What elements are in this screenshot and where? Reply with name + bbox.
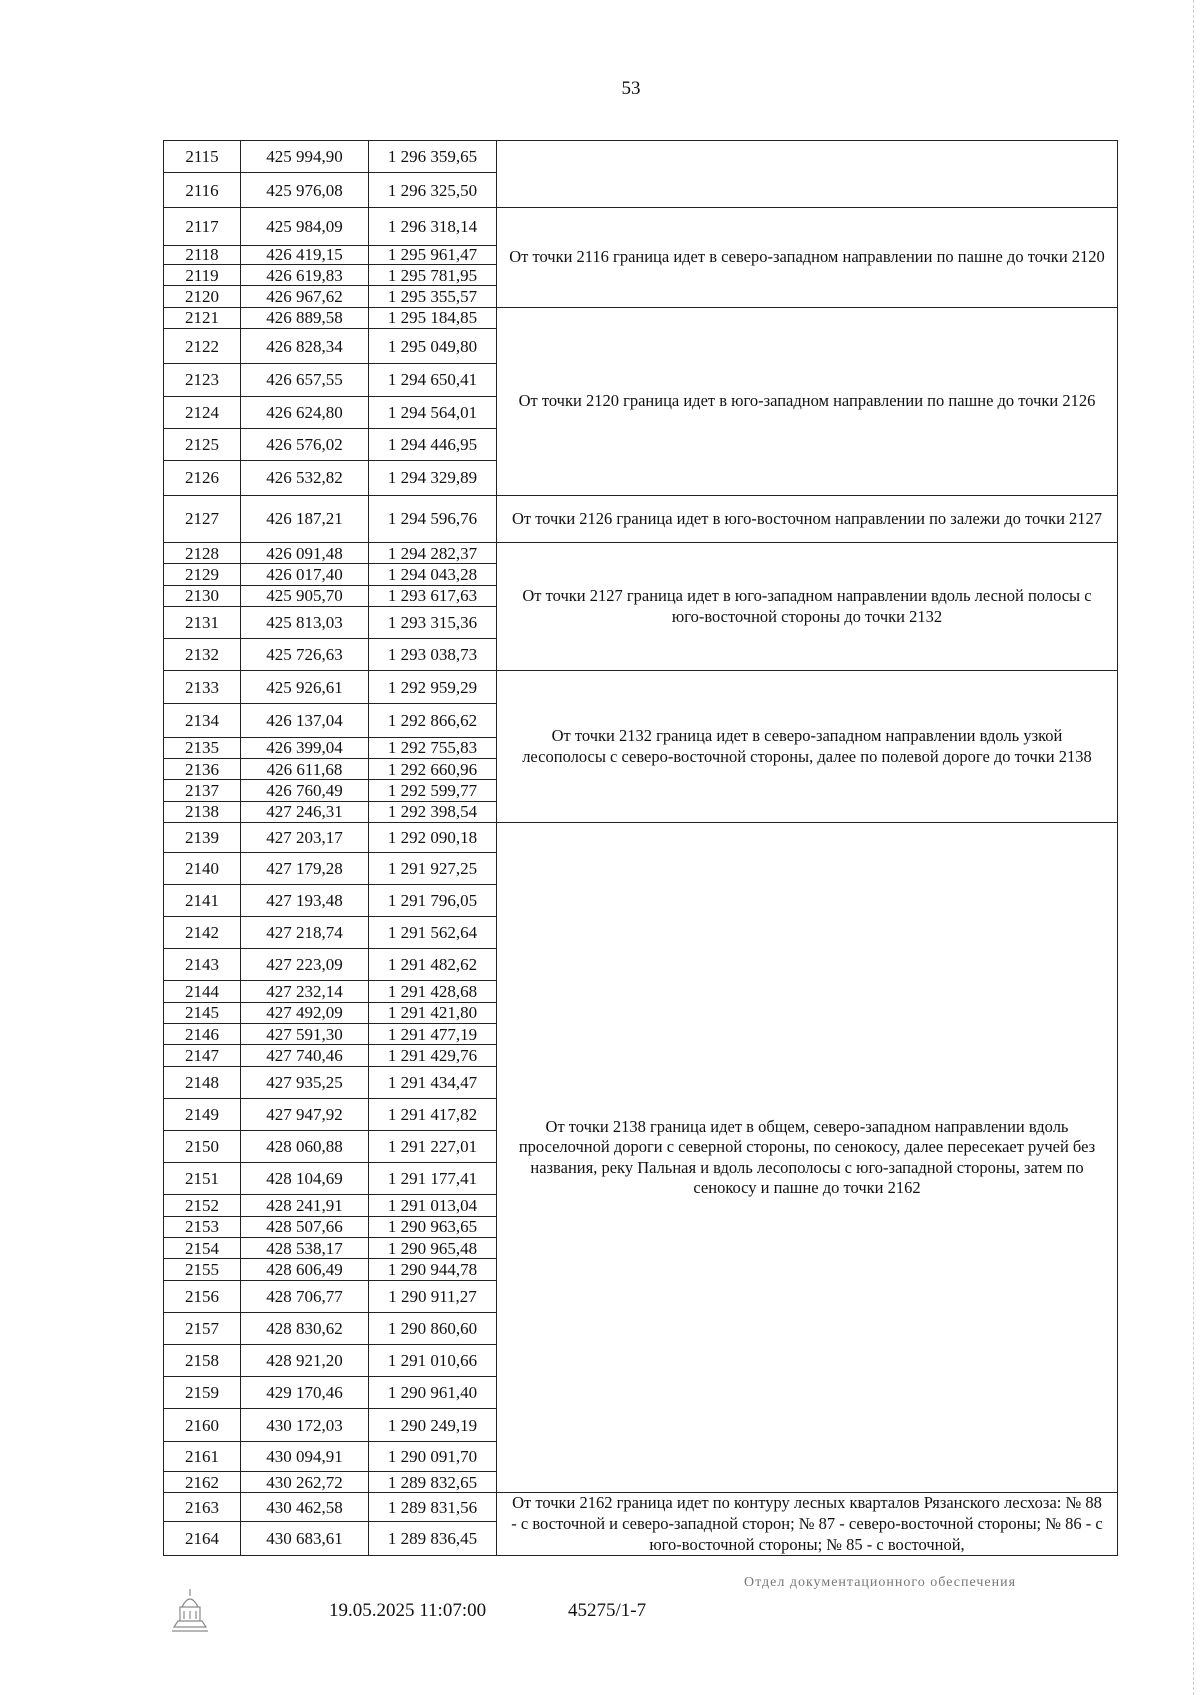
x-coordinate-cell: 426 828,34 [241, 329, 369, 364]
point-number-cell: 2137 [164, 780, 241, 801]
y-coordinate-cell: 1 295 781,95 [369, 265, 497, 286]
point-number-cell: 2154 [164, 1237, 241, 1258]
table-row [164, 1493, 1118, 1522]
y-coordinate-cell: 1 292 866,62 [369, 704, 497, 737]
point-number-cell: 2158 [164, 1344, 241, 1376]
boundary-description-cell: От точки 2138 граница идет в общем, северо-западном направлении вдоль проселочной дороги с северной стороны, по сенокосу, далее пересекает ручей без названия, реку Пальная и вдоль лесополосы с юго-западной стороны, затем по сенокосу и пашне до точки 2162 [497, 823, 1118, 1493]
point-number-cell: 2132 [164, 639, 241, 671]
x-coordinate-cell: 430 172,03 [241, 1408, 369, 1441]
y-coordinate-cell: 1 291 927,25 [369, 853, 497, 885]
y-coordinate-cell: 1 291 434,47 [369, 1066, 497, 1098]
y-coordinate-cell: 1 294 446,95 [369, 428, 497, 460]
x-coordinate-cell: 425 905,70 [241, 585, 369, 606]
y-coordinate-cell: 1 290 965,48 [369, 1237, 497, 1258]
x-coordinate-cell: 426 967,62 [241, 286, 369, 307]
boundary-description-cell [497, 141, 1118, 208]
x-coordinate-cell: 427 246,31 [241, 801, 369, 822]
point-number-cell: 2160 [164, 1408, 241, 1441]
x-coordinate-cell: 426 532,82 [241, 460, 369, 495]
point-number-cell: 2116 [164, 173, 241, 208]
x-coordinate-cell: 427 203,17 [241, 823, 369, 853]
y-coordinate-cell: 1 295 184,85 [369, 307, 497, 328]
point-number-cell: 2124 [164, 396, 241, 428]
y-coordinate-cell: 1 290 249,19 [369, 1408, 497, 1441]
y-coordinate-cell: 1 294 650,41 [369, 364, 497, 396]
y-coordinate-cell: 1 292 599,77 [369, 780, 497, 801]
point-number-cell: 2140 [164, 853, 241, 885]
point-number-cell: 2128 [164, 543, 241, 564]
x-coordinate-cell: 426 399,04 [241, 737, 369, 758]
point-number-cell: 2120 [164, 286, 241, 307]
x-coordinate-cell: 426 611,68 [241, 758, 369, 779]
footer-document-number: 45275/1-7 [568, 1600, 647, 1621]
x-coordinate-cell: 425 726,63 [241, 639, 369, 671]
y-coordinate-cell: 1 291 429,76 [369, 1045, 497, 1066]
y-coordinate-cell: 1 295 049,80 [369, 329, 497, 364]
point-number-cell: 2146 [164, 1024, 241, 1045]
point-number-cell: 2153 [164, 1216, 241, 1237]
point-number-cell: 2148 [164, 1066, 241, 1098]
point-number-cell: 2156 [164, 1280, 241, 1312]
y-coordinate-cell: 1 296 318,14 [369, 208, 497, 245]
x-coordinate-cell: 427 591,30 [241, 1024, 369, 1045]
y-coordinate-cell: 1 290 963,65 [369, 1216, 497, 1237]
point-number-cell: 2134 [164, 704, 241, 737]
x-coordinate-cell: 430 462,58 [241, 1493, 369, 1522]
y-coordinate-cell: 1 291 417,82 [369, 1098, 497, 1130]
table-row [164, 208, 1118, 245]
x-coordinate-cell: 430 683,61 [241, 1522, 369, 1556]
x-coordinate-cell: 426 419,15 [241, 245, 369, 264]
point-number-cell: 2130 [164, 585, 241, 606]
x-coordinate-cell: 430 094,91 [241, 1442, 369, 1472]
y-coordinate-cell: 1 291 013,04 [369, 1195, 497, 1216]
y-coordinate-cell: 1 292 398,54 [369, 801, 497, 822]
point-number-cell: 2142 [164, 917, 241, 949]
footer-datetime: 19.05.2025 11:07:00 [329, 1600, 487, 1621]
y-coordinate-cell: 1 296 325,50 [369, 173, 497, 208]
y-coordinate-cell: 1 291 010,66 [369, 1344, 497, 1376]
x-coordinate-cell: 425 813,03 [241, 607, 369, 639]
y-coordinate-cell: 1 295 961,47 [369, 245, 497, 264]
x-coordinate-cell: 427 223,09 [241, 949, 369, 981]
boundary-description-cell: От точки 2162 граница идет по контуру лесных кварталов Рязанского лесхоза: № 88 - с восточной и северо-западной сторон; № 87 - северо-восточной стороны; № 86 - с юго-восточной стороны; № 85 - с восточной, [497, 1493, 1118, 1556]
y-coordinate-cell: 1 293 617,63 [369, 585, 497, 606]
x-coordinate-cell: 428 606,49 [241, 1259, 369, 1280]
point-number-cell: 2141 [164, 885, 241, 917]
point-number-cell: 2164 [164, 1522, 241, 1556]
y-coordinate-cell: 1 289 836,45 [369, 1522, 497, 1556]
y-coordinate-cell: 1 294 043,28 [369, 564, 497, 585]
x-coordinate-cell: 426 091,48 [241, 543, 369, 564]
point-number-cell: 2133 [164, 671, 241, 704]
y-coordinate-cell: 1 293 315,36 [369, 607, 497, 639]
point-number-cell: 2129 [164, 564, 241, 585]
y-coordinate-cell: 1 291 177,41 [369, 1163, 497, 1195]
point-number-cell: 2131 [164, 607, 241, 639]
point-number-cell: 2150 [164, 1131, 241, 1163]
point-number-cell: 2117 [164, 208, 241, 245]
x-coordinate-cell: 428 538,17 [241, 1237, 369, 1258]
x-coordinate-cell: 429 170,46 [241, 1376, 369, 1408]
point-number-cell: 2136 [164, 758, 241, 779]
table-row [164, 141, 1118, 173]
point-number-cell: 2139 [164, 823, 241, 853]
point-number-cell: 2151 [164, 1163, 241, 1195]
x-coordinate-cell: 425 984,09 [241, 208, 369, 245]
point-number-cell: 2161 [164, 1442, 241, 1472]
point-number-cell: 2138 [164, 801, 241, 822]
boundary-description-cell: От точки 2132 граница идет в северо-западном направлении вдоль узкой лесополосы с северо-восточной стороны, далее по полевой дороге до точки 2138 [497, 671, 1118, 823]
y-coordinate-cell: 1 291 482,62 [369, 949, 497, 981]
point-number-cell: 2162 [164, 1472, 241, 1493]
point-number-cell: 2163 [164, 1493, 241, 1522]
y-coordinate-cell: 1 291 227,01 [369, 1131, 497, 1163]
y-coordinate-cell: 1 295 355,57 [369, 286, 497, 307]
x-coordinate-cell: 427 179,28 [241, 853, 369, 885]
x-coordinate-cell: 428 706,77 [241, 1280, 369, 1312]
y-coordinate-cell: 1 291 477,19 [369, 1024, 497, 1045]
point-number-cell: 2143 [164, 949, 241, 981]
point-number-cell: 2119 [164, 265, 241, 286]
point-number-cell: 2144 [164, 981, 241, 1002]
point-number-cell: 2121 [164, 307, 241, 328]
x-coordinate-cell: 427 232,14 [241, 981, 369, 1002]
table-row [164, 495, 1118, 542]
y-coordinate-cell: 1 291 562,64 [369, 917, 497, 949]
x-coordinate-cell: 426 187,21 [241, 495, 369, 542]
y-coordinate-cell: 1 290 091,70 [369, 1442, 497, 1472]
y-coordinate-cell: 1 290 860,60 [369, 1312, 497, 1344]
x-coordinate-cell: 426 624,80 [241, 396, 369, 428]
department-watermark: Отдел документационного обеспечения [743, 1575, 1017, 1590]
y-coordinate-cell: 1 291 796,05 [369, 885, 497, 917]
x-coordinate-cell: 428 507,66 [241, 1216, 369, 1237]
y-coordinate-cell: 1 290 961,40 [369, 1376, 497, 1408]
point-number-cell: 2147 [164, 1045, 241, 1066]
archive-stamp-icon [164, 1583, 216, 1635]
x-coordinate-cell: 427 947,92 [241, 1098, 369, 1130]
y-coordinate-cell: 1 292 755,83 [369, 737, 497, 758]
coordinates-table-body [164, 141, 1118, 1556]
point-number-cell: 2135 [164, 737, 241, 758]
x-coordinate-cell: 427 740,46 [241, 1045, 369, 1066]
x-coordinate-cell: 428 830,62 [241, 1312, 369, 1344]
point-number-cell: 2157 [164, 1312, 241, 1344]
point-number-cell: 2155 [164, 1259, 241, 1280]
point-number-cell: 2159 [164, 1376, 241, 1408]
x-coordinate-cell: 426 760,49 [241, 780, 369, 801]
point-number-cell: 2125 [164, 428, 241, 460]
y-coordinate-cell: 1 291 421,80 [369, 1002, 497, 1023]
x-coordinate-cell: 426 137,04 [241, 704, 369, 737]
y-coordinate-cell: 1 294 282,37 [369, 543, 497, 564]
x-coordinate-cell: 426 619,83 [241, 265, 369, 286]
y-coordinate-cell: 1 290 944,78 [369, 1259, 497, 1280]
boundary-description-cell: От точки 2126 граница идет в юго-восточном направлении по залежи до точки 2127 [497, 495, 1118, 542]
point-number-cell: 2149 [164, 1098, 241, 1130]
x-coordinate-cell: 428 921,20 [241, 1344, 369, 1376]
x-coordinate-cell: 426 889,58 [241, 307, 369, 328]
coordinates-table [163, 140, 1118, 1556]
y-coordinate-cell: 1 294 596,76 [369, 495, 497, 542]
y-coordinate-cell: 1 291 428,68 [369, 981, 497, 1002]
boundary-description-cell: От точки 2127 граница идет в юго-западном направлении вдоль лесной полосы с юго-восточной стороны до точки 2132 [497, 543, 1118, 671]
x-coordinate-cell: 428 104,69 [241, 1163, 369, 1195]
point-number-cell: 2122 [164, 329, 241, 364]
point-number-cell: 2118 [164, 245, 241, 264]
scan-edge [1193, 0, 1200, 1695]
x-coordinate-cell: 425 926,61 [241, 671, 369, 704]
x-coordinate-cell: 428 241,91 [241, 1195, 369, 1216]
point-number-cell: 2115 [164, 141, 241, 173]
x-coordinate-cell: 426 576,02 [241, 428, 369, 460]
y-coordinate-cell: 1 290 911,27 [369, 1280, 497, 1312]
point-number-cell: 2123 [164, 364, 241, 396]
x-coordinate-cell: 426 017,40 [241, 564, 369, 585]
coordinates-table-wrapper [163, 140, 1118, 1554]
boundary-description-cell: От точки 2120 граница идет в юго-западном направлении по пашне до точки 2126 [497, 307, 1118, 495]
x-coordinate-cell: 427 935,25 [241, 1066, 369, 1098]
table-row [164, 671, 1118, 704]
x-coordinate-cell: 427 218,74 [241, 917, 369, 949]
table-row [164, 307, 1118, 328]
point-number-cell: 2127 [164, 495, 241, 542]
y-coordinate-cell: 1 296 359,65 [369, 141, 497, 173]
point-number-cell: 2145 [164, 1002, 241, 1023]
y-coordinate-cell: 1 289 831,56 [369, 1493, 497, 1522]
point-number-cell: 2126 [164, 460, 241, 495]
y-coordinate-cell: 1 292 660,96 [369, 758, 497, 779]
y-coordinate-cell: 1 289 832,65 [369, 1472, 497, 1493]
point-number-cell: 2152 [164, 1195, 241, 1216]
x-coordinate-cell: 427 193,48 [241, 885, 369, 917]
x-coordinate-cell: 430 262,72 [241, 1472, 369, 1493]
y-coordinate-cell: 1 293 038,73 [369, 639, 497, 671]
y-coordinate-cell: 1 294 329,89 [369, 460, 497, 495]
table-row [164, 543, 1118, 564]
page-number: 53 [621, 78, 641, 99]
boundary-description-cell: От точки 2116 граница идет в северо-западном направлении по пашне до точки 2120 [497, 208, 1118, 307]
y-coordinate-cell: 1 292 090,18 [369, 823, 497, 853]
y-coordinate-cell: 1 292 959,29 [369, 671, 497, 704]
y-coordinate-cell: 1 294 564,01 [369, 396, 497, 428]
x-coordinate-cell: 425 994,90 [241, 141, 369, 173]
x-coordinate-cell: 428 060,88 [241, 1131, 369, 1163]
table-row [164, 823, 1118, 853]
x-coordinate-cell: 425 976,08 [241, 173, 369, 208]
x-coordinate-cell: 426 657,55 [241, 364, 369, 396]
x-coordinate-cell: 427 492,09 [241, 1002, 369, 1023]
